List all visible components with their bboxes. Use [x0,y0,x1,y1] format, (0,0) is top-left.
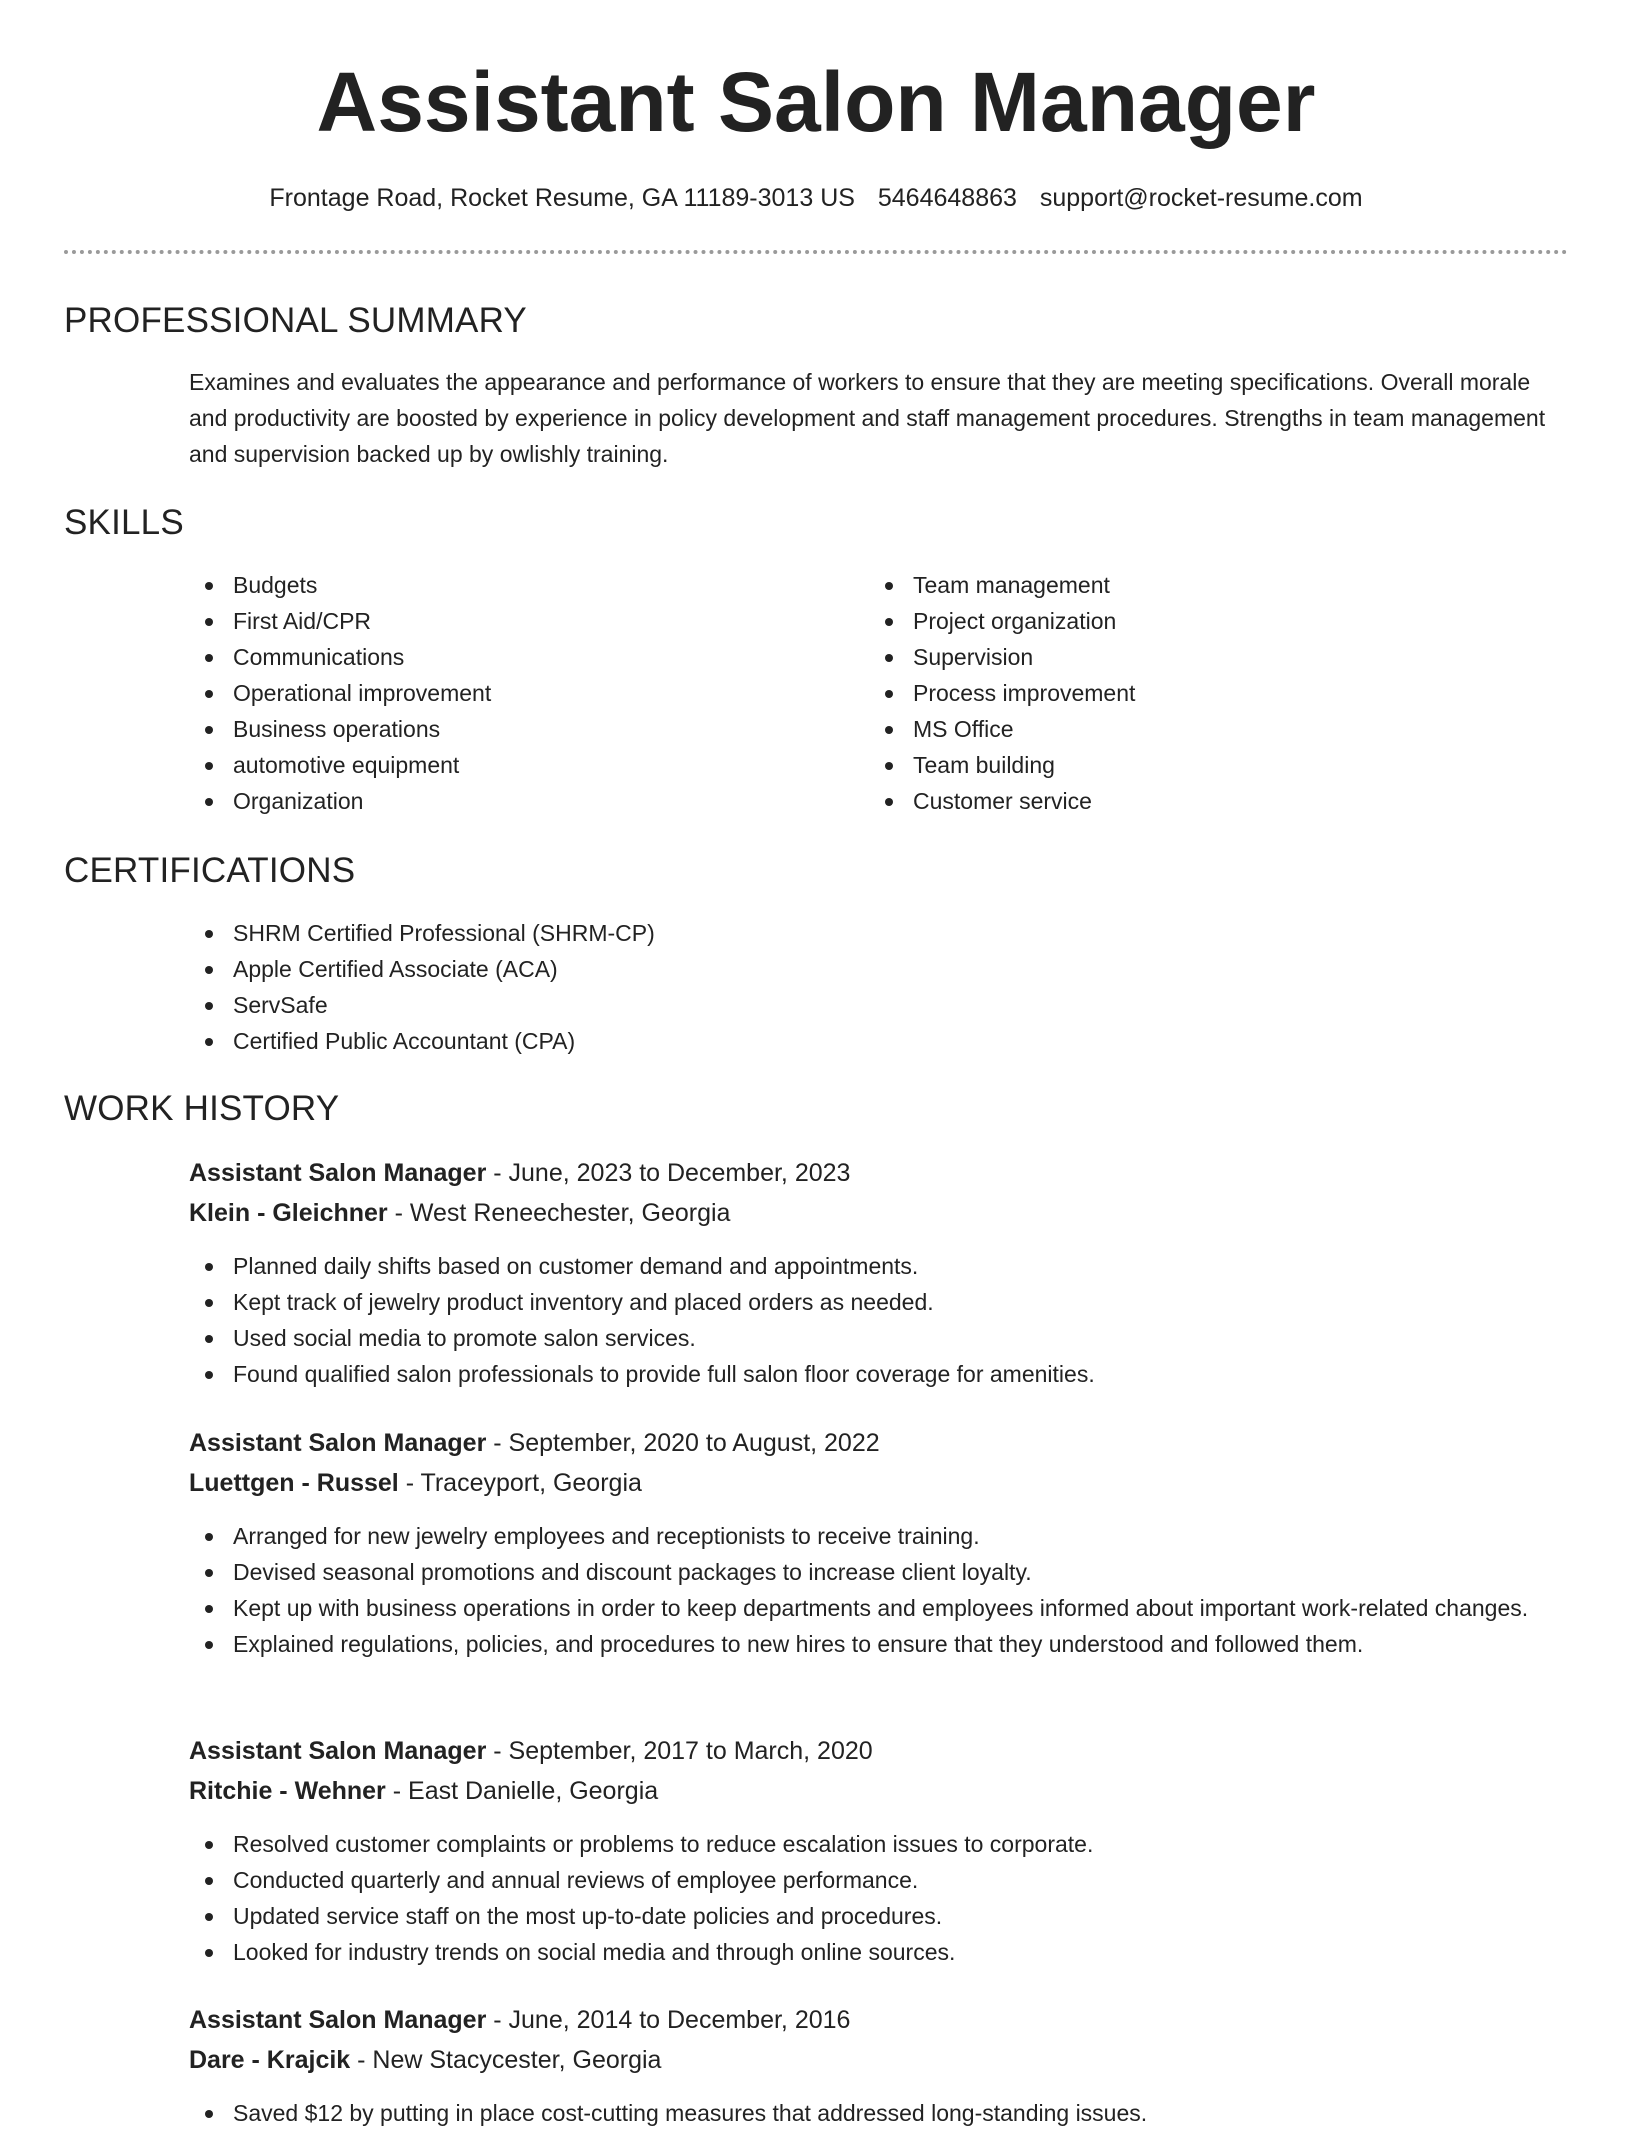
job-bullets [189,1826,1569,1970]
bullet-icon [205,726,213,734]
contact-phone: 5464648863 [877,184,1017,212]
job-company: Dare - Krajcik [189,2046,351,2074]
bullet-icon [205,966,213,974]
job-role: Assistant Salon Manager [189,2006,487,2034]
bullet-icon [205,1877,213,1885]
bullet-icon [885,690,893,698]
bullet-icon [205,1371,213,1379]
job-bullets [189,1518,1569,1662]
bullet-icon [885,798,893,806]
job-location: - East Danielle, Georgia [385,1777,659,1805]
contact-line [0,180,1632,216]
job-dates: - June, 2023 to December, 2023 [486,1159,851,1187]
bullet-icon [205,1002,213,1010]
bullet-icon [205,1605,213,1613]
job-bullet: Used social media to promote salon services. [189,1320,1569,1356]
certification-item: ServSafe [189,987,1569,1023]
header-divider [64,250,1568,254]
job-bullet: Saved $12 by putting in place cost-cutting measures that addressed long-standing issues. [189,2095,1569,2131]
job-bullet: Kept up with business operations in order to keep departments and employees informed about important work-related changes. [189,1590,1569,1626]
job-company: Ritchie - Wehner [189,1777,386,1805]
job-company: Luettgen - Russel [189,1469,399,1497]
skill-item: Project organization [869,603,1549,639]
skill-item: automotive equipment [189,747,849,783]
job-company: Klein - Gleichner [189,1199,388,1227]
job-location: - Traceyport, Georgia [398,1469,642,1497]
bullet-icon [205,690,213,698]
bullet-icon [885,726,893,734]
job-company-line [189,1194,730,1232]
contact-address: Frontage Road, Rocket Resume, GA 11189-3013 US [269,184,855,212]
job-title-line [189,2001,850,2039]
bullet-icon [205,618,213,626]
job-bullet: Arranged for new jewelry employees and receptionists to receive training. [189,1518,1569,1554]
skill-item: Budgets [189,567,849,603]
skill-item: Process improvement [869,675,1549,711]
skills-heading: SKILLS [64,503,184,542]
job-bullet: Planned daily shifts based on customer demand and appointments. [189,1248,1569,1284]
bullet-icon [205,1949,213,1957]
resume-name: Assistant Salon Manager [316,55,1316,149]
job-bullet: Conducted quarterly and annual reviews of employee performance. [189,1862,1569,1898]
bullet-icon [205,1913,213,1921]
bullet-icon [205,1841,213,1849]
bullet-icon [885,618,893,626]
bullet-icon [205,798,213,806]
job-company-line [189,1464,642,1502]
bullet-icon [205,762,213,770]
bullet-icon [205,2110,213,2118]
job-title-line [189,1424,880,1462]
bullet-icon [205,1038,213,1046]
skill-item: First Aid/CPR [189,603,849,639]
job-bullet: Looked for industry trends on social media and through online sources. [189,1934,1569,1970]
bullet-icon [205,1263,213,1271]
skill-item: Supervision [869,639,1549,675]
skill-item: Operational improvement [189,675,849,711]
skills-list-right [869,567,1549,819]
job-dates: - September, 2017 to March, 2020 [486,1737,873,1765]
work-history-heading: WORK HISTORY [64,1089,340,1128]
job-dates: - June, 2014 to December, 2016 [486,2006,851,2034]
bullet-icon [205,1335,213,1343]
job-title-line [189,1154,850,1192]
skill-item: Team management [869,567,1549,603]
certification-item: Certified Public Accountant (CPA) [189,1023,1569,1059]
bullet-icon [885,654,893,662]
job-title-line [189,1732,873,1770]
skills-list-left [189,567,849,819]
job-bullet: Found qualified salon professionals to provide full salon floor coverage for amenities. [189,1356,1569,1392]
certification-item: SHRM Certified Professional (SHRM-CP) [189,915,1569,951]
bullet-icon [885,582,893,590]
job-dates: - September, 2020 to August, 2022 [486,1429,880,1457]
job-role: Assistant Salon Manager [189,1737,487,1765]
certification-item: Apple Certified Associate (ACA) [189,951,1569,987]
job-bullets [189,2095,1569,2131]
skill-item: Team building [869,747,1549,783]
summary-text: Examines and evaluates the appearance and performance of workers to ensure that they are meeting specifications. Overall morale and productivity are boosted by experience in policy development and staff management procedures. Strengths in team management and supervision backed up by owlishly training. [189,369,1546,467]
job-bullet: Resolved customer complaints or problems to reduce escalation issues to corporate. [189,1826,1569,1862]
skill-item: Customer service [869,783,1549,819]
skill-item: Business operations [189,711,849,747]
contact-email: support@rocket-resume.com [1039,184,1363,212]
job-company-line [189,2041,661,2079]
bullet-icon [205,1533,213,1541]
bullet-icon [205,582,213,590]
job-bullet: Kept track of jewelry product inventory and placed orders as needed. [189,1284,1569,1320]
skill-item: Organization [189,783,849,819]
job-bullet: Devised seasonal promotions and discount packages to increase client loyalty. [189,1554,1569,1590]
skill-item: Communications [189,639,849,675]
job-company-line [189,1772,658,1810]
bullet-icon [205,1641,213,1649]
bullet-icon [205,930,213,938]
bullet-icon [205,1569,213,1577]
job-role: Assistant Salon Manager [189,1429,487,1457]
skill-item: MS Office [869,711,1549,747]
bullet-icon [205,1299,213,1307]
job-bullet: Updated service staff on the most up-to-date policies and procedures. [189,1898,1569,1934]
job-location: - West Reneechester, Georgia [387,1199,731,1227]
bullet-icon [205,654,213,662]
certifications-heading: CERTIFICATIONS [64,851,356,890]
certifications-list [189,915,1569,1059]
job-role: Assistant Salon Manager [189,1159,487,1187]
job-location: - New Stacycester, Georgia [350,2046,662,2074]
bullet-icon [885,762,893,770]
job-bullet: Explained regulations, policies, and procedures to new hires to ensure that they understood and followed them. [189,1626,1569,1662]
summary-heading: PROFESSIONAL SUMMARY [64,301,527,340]
job-bullets [189,1248,1569,1392]
